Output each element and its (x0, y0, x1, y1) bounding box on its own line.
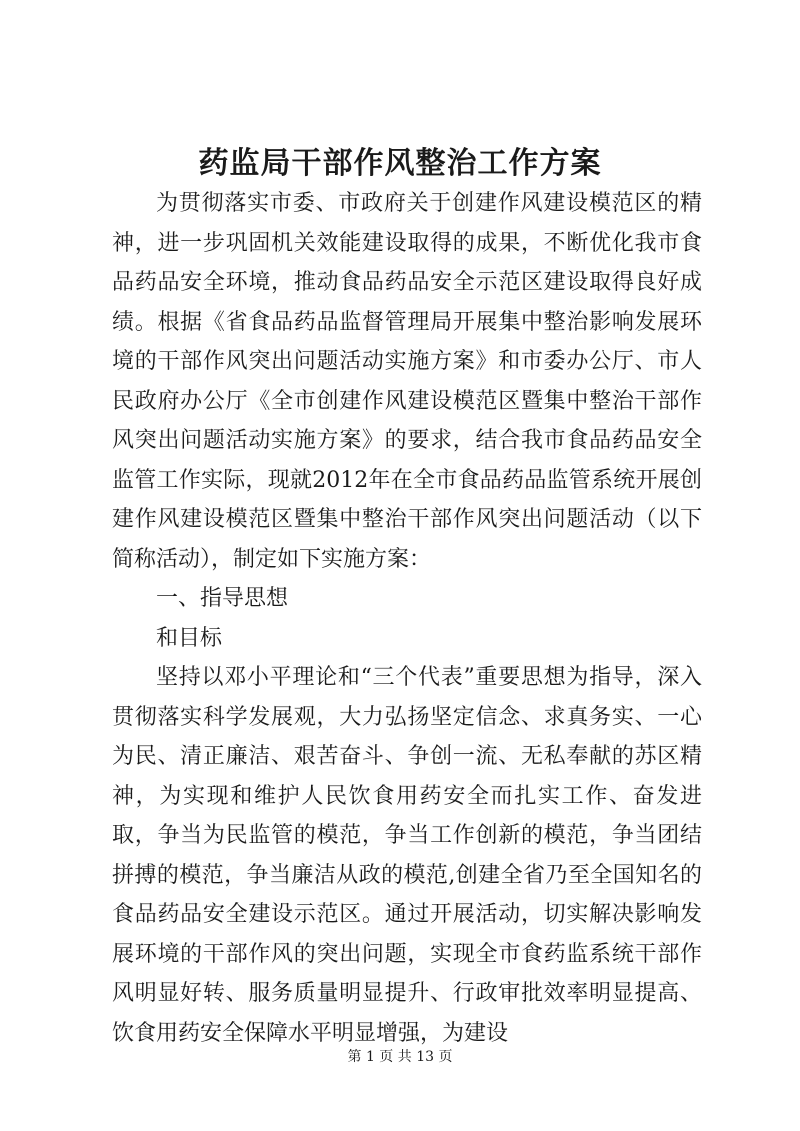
page-number-footer: 第 1 页 共 13 页 (347, 1049, 453, 1065)
paragraph-intro: 为贯彻落实市委、市政府关于创建作风建设模范区的精神，进一步巩固机关效能建设取得的成果，不断优化我市食品药品安全环境，推动食品药品安全示范区建设取得良好成绩。根据《省食品药品监督管理局开展集中整治影响发展环境的干部作风突出问题活动实施方案》和市委办公厅、市人民政府办公厅《全市创建作风建设模范区暨集中整治干部作风突出问题活动实施方案》的要求，结合我市食品药品安全监管工作实际，现就2012年在全市食品药品监管系统开展创建作风建设模范区暨集中整治干部作风突出问题活动（以下简称活动），制定如下实施方案： (112, 191, 702, 572)
paragraph-heading-guiding-thought: 一、指导思想 (156, 586, 289, 611)
paragraph-guiding-content: 坚持以邓小平理论和“三个代表”重要思想为指导，深入贯彻落实科学发展观，大力弘扬坚定信念、求真务实、一心为民、清正廉洁、艰苦奋斗、争创一流、无私奉献的苏区精神，为实现和维护人民饮食用药安全而扎实工作、奋发进取，争当为民监管的模范，争当工作创新的模范，争当团结拼搏的模范，争当廉洁从政的模范,创建全省乃至全国知名的食品药品安全建设示范区。通过开展活动，切实解决影响发展环境的干部作风的突出问题，实现全市食药监系统干部作风明显好转、服务质量明显提升、行政审批效率明显提高、饮食用药安全保障水平明显增强，为建设 (112, 665, 702, 1046)
paragraph-heading-objectives: 和目标 (156, 625, 223, 651)
document-title: 药监局干部作风整治工作方案 (198, 146, 602, 181)
document-body (112, 184, 702, 1053)
